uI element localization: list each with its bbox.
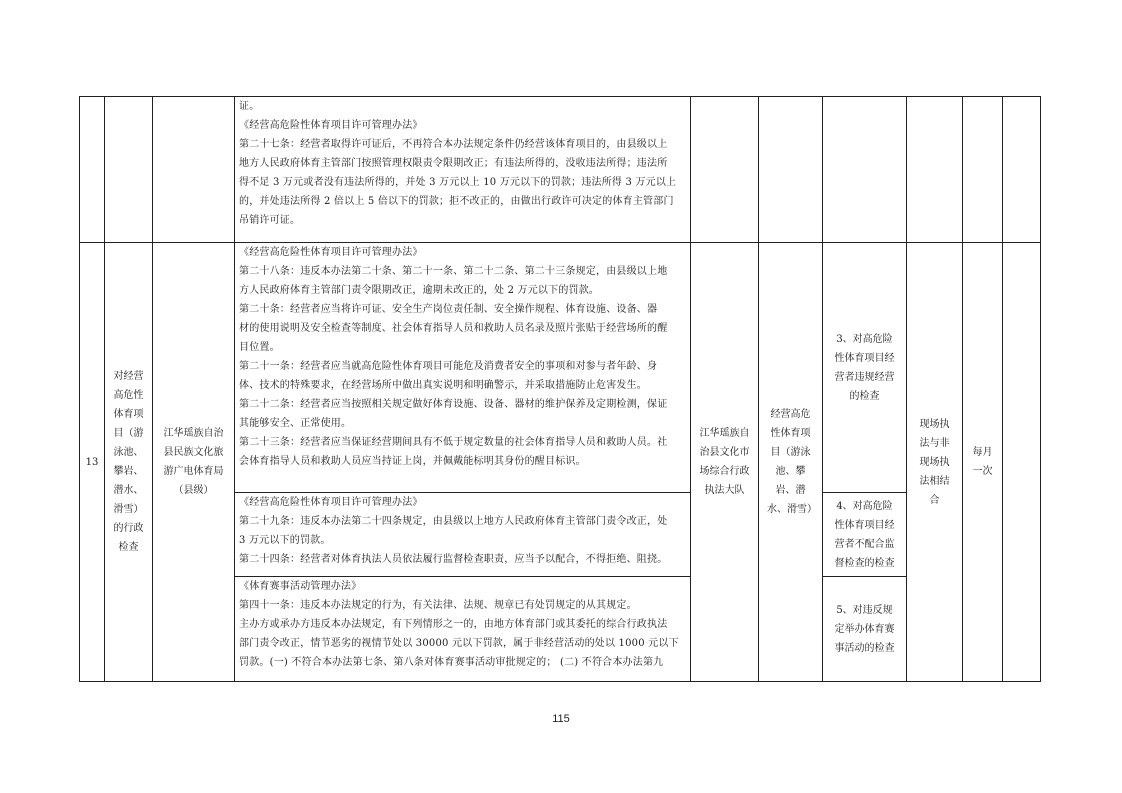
law-line: 证。 [239, 101, 260, 112]
table-row [80, 243, 1041, 493]
frequency-cell [963, 97, 1003, 243]
content-cell: 5、对违反规定举办体育赛事活动的检查 [823, 577, 907, 682]
law-line: 主办方或承办方违反本办法规定，有下列情形之一的，由地方体育部门或其委托的综合行政执法 [239, 619, 668, 630]
law-line: 《体育赛事活动管理办法》 [239, 581, 362, 592]
law-line: 地方人民政府体育主管部门按照管理权限责令限期改正；有违法所得的，没收违法所得；违法所 [239, 158, 668, 169]
remark-cell [1003, 97, 1041, 243]
law-cell [235, 577, 691, 682]
law-line: 第二十二条：经营者应当按照相关规定做好体育设施、设备、器材的维护保养及定期检测，保证 [239, 399, 668, 410]
law-line: 罚款。(一) 不符合本办法第七条、第八条对体育赛事活动审批规定的； (二) 不符合本办法第九 [239, 657, 664, 668]
law-line: 吊销许可证。 [239, 215, 301, 226]
method-cell: 现场执法与非现场执法相结合 [907, 243, 963, 682]
inspection-table [79, 96, 1041, 682]
item-cell: 对经营高危性体育项目（游泳池、攀岩、潜水、滑雪）的行政检查 [105, 243, 153, 682]
object-cell [759, 97, 823, 243]
law-line: 材的使用说明及安全检查等制度、社会体育指导人员和救助人员名录及照片张贴于经营场所的醒 [239, 323, 668, 334]
law-cell [235, 97, 691, 243]
law-line: 体、技术的特殊要求，在经营场所中做出真实说明和明确警示，并采取措施防止危害发生。 [239, 380, 647, 391]
law-line: 3 万元以下的罚款。 [239, 535, 331, 546]
law-line: 《经营高危险性体育项目许可管理办法》 [239, 120, 423, 131]
executor-cell: 江华瑶族自治县文化市场综合行政执法大队 [691, 243, 759, 682]
seq-cell [80, 97, 105, 243]
law-line: 《经营高危险性体育项目许可管理办法》 [239, 497, 423, 508]
executor-cell [691, 97, 759, 243]
dept-cell: 江华瑶族自治县民族文化旅游广电体育局（县级） [153, 243, 235, 682]
law-line: 目位置。 [239, 342, 280, 353]
law-cell [235, 243, 691, 493]
law-line: 的，并处违法所得 2 倍以上 5 倍以下的罚款；拒不改正的，由做出行政许可决定的体育主管部门 [239, 196, 674, 207]
law-line: 第四十一条：违反本办法规定的行为，有关法律、法规、规章已有处罚规定的从其规定。 [239, 600, 637, 611]
law-line: 第二十九条：违反本办法第二十四条规定，由县级以上地方人民政府体育主管部门责令改正，处 [239, 516, 668, 527]
dept-cell [153, 97, 235, 243]
item-cell [105, 97, 153, 243]
page-number: 115 [552, 713, 570, 725]
law-line: 会体育指导人员和救助人员应当持证上岗，并佩戴能标明其身份的醒目标识。 [239, 456, 586, 467]
object-cell: 经营高危性体育项目（游泳池、攀岩、潜水、滑雪） [759, 243, 823, 682]
law-cell [235, 493, 691, 577]
law-line: 第二十七条：经营者取得许可证后，不再符合本办法规定条件仍经营该体育项目的，由县级以上 [239, 139, 668, 150]
method-cell [907, 97, 963, 243]
law-line: 《经营高危险性体育项目许可管理办法》 [239, 247, 423, 258]
law-line: 第二十一条：经营者应当就高危险性体育项目可能危及消费者安全的事项和对参与者年龄、身 [239, 361, 658, 372]
seq-cell: 13 [80, 243, 105, 682]
law-line: 第二十三条：经营者应当保证经营期间具有不低于规定数量的社会体育指导人员和救助人员。社 [239, 437, 668, 448]
law-line: 第二十条：经营者应当将许可证、安全生产岗位责任制、安全操作规程、体育设施、设备、器 [239, 304, 658, 315]
law-line: 方人民政府体育主管部门责令限期改正，逾期未改正的，处 2 万元以下的罚款。 [239, 285, 600, 296]
law-line: 第二十八条：违反本办法第二十条、第二十一条、第二十二条、第二十三条规定，由县级以上地 [239, 266, 668, 277]
law-line: 其能够安全、正常使用。 [239, 418, 352, 429]
remark-cell [1003, 243, 1041, 682]
table-row [80, 97, 1041, 243]
frequency-cell: 每月一次 [963, 243, 1003, 682]
law-line: 第二十四条：经营者对体育执法人员依法履行监督检查职责，应当予以配合，不得拒绝、阻挠。 [239, 554, 668, 565]
content-cell: 3、对高危险性体育项目经营者违规经营的检查 [823, 243, 907, 493]
law-line: 得不足 3 万元或者没有违法所得的，并处 3 万元以上 10 万元以下的罚款；违法所得 3 万元以上 [239, 177, 677, 188]
content-cell: 4、对高危险性体育项目经营者不配合监督检查的检查 [823, 493, 907, 577]
law-line: 部门责令改正，情节恶劣的视情节处以 30000 元以下罚款，属于非经营活动的处以 1000 元以下 [239, 638, 679, 649]
content-cell [823, 97, 907, 243]
